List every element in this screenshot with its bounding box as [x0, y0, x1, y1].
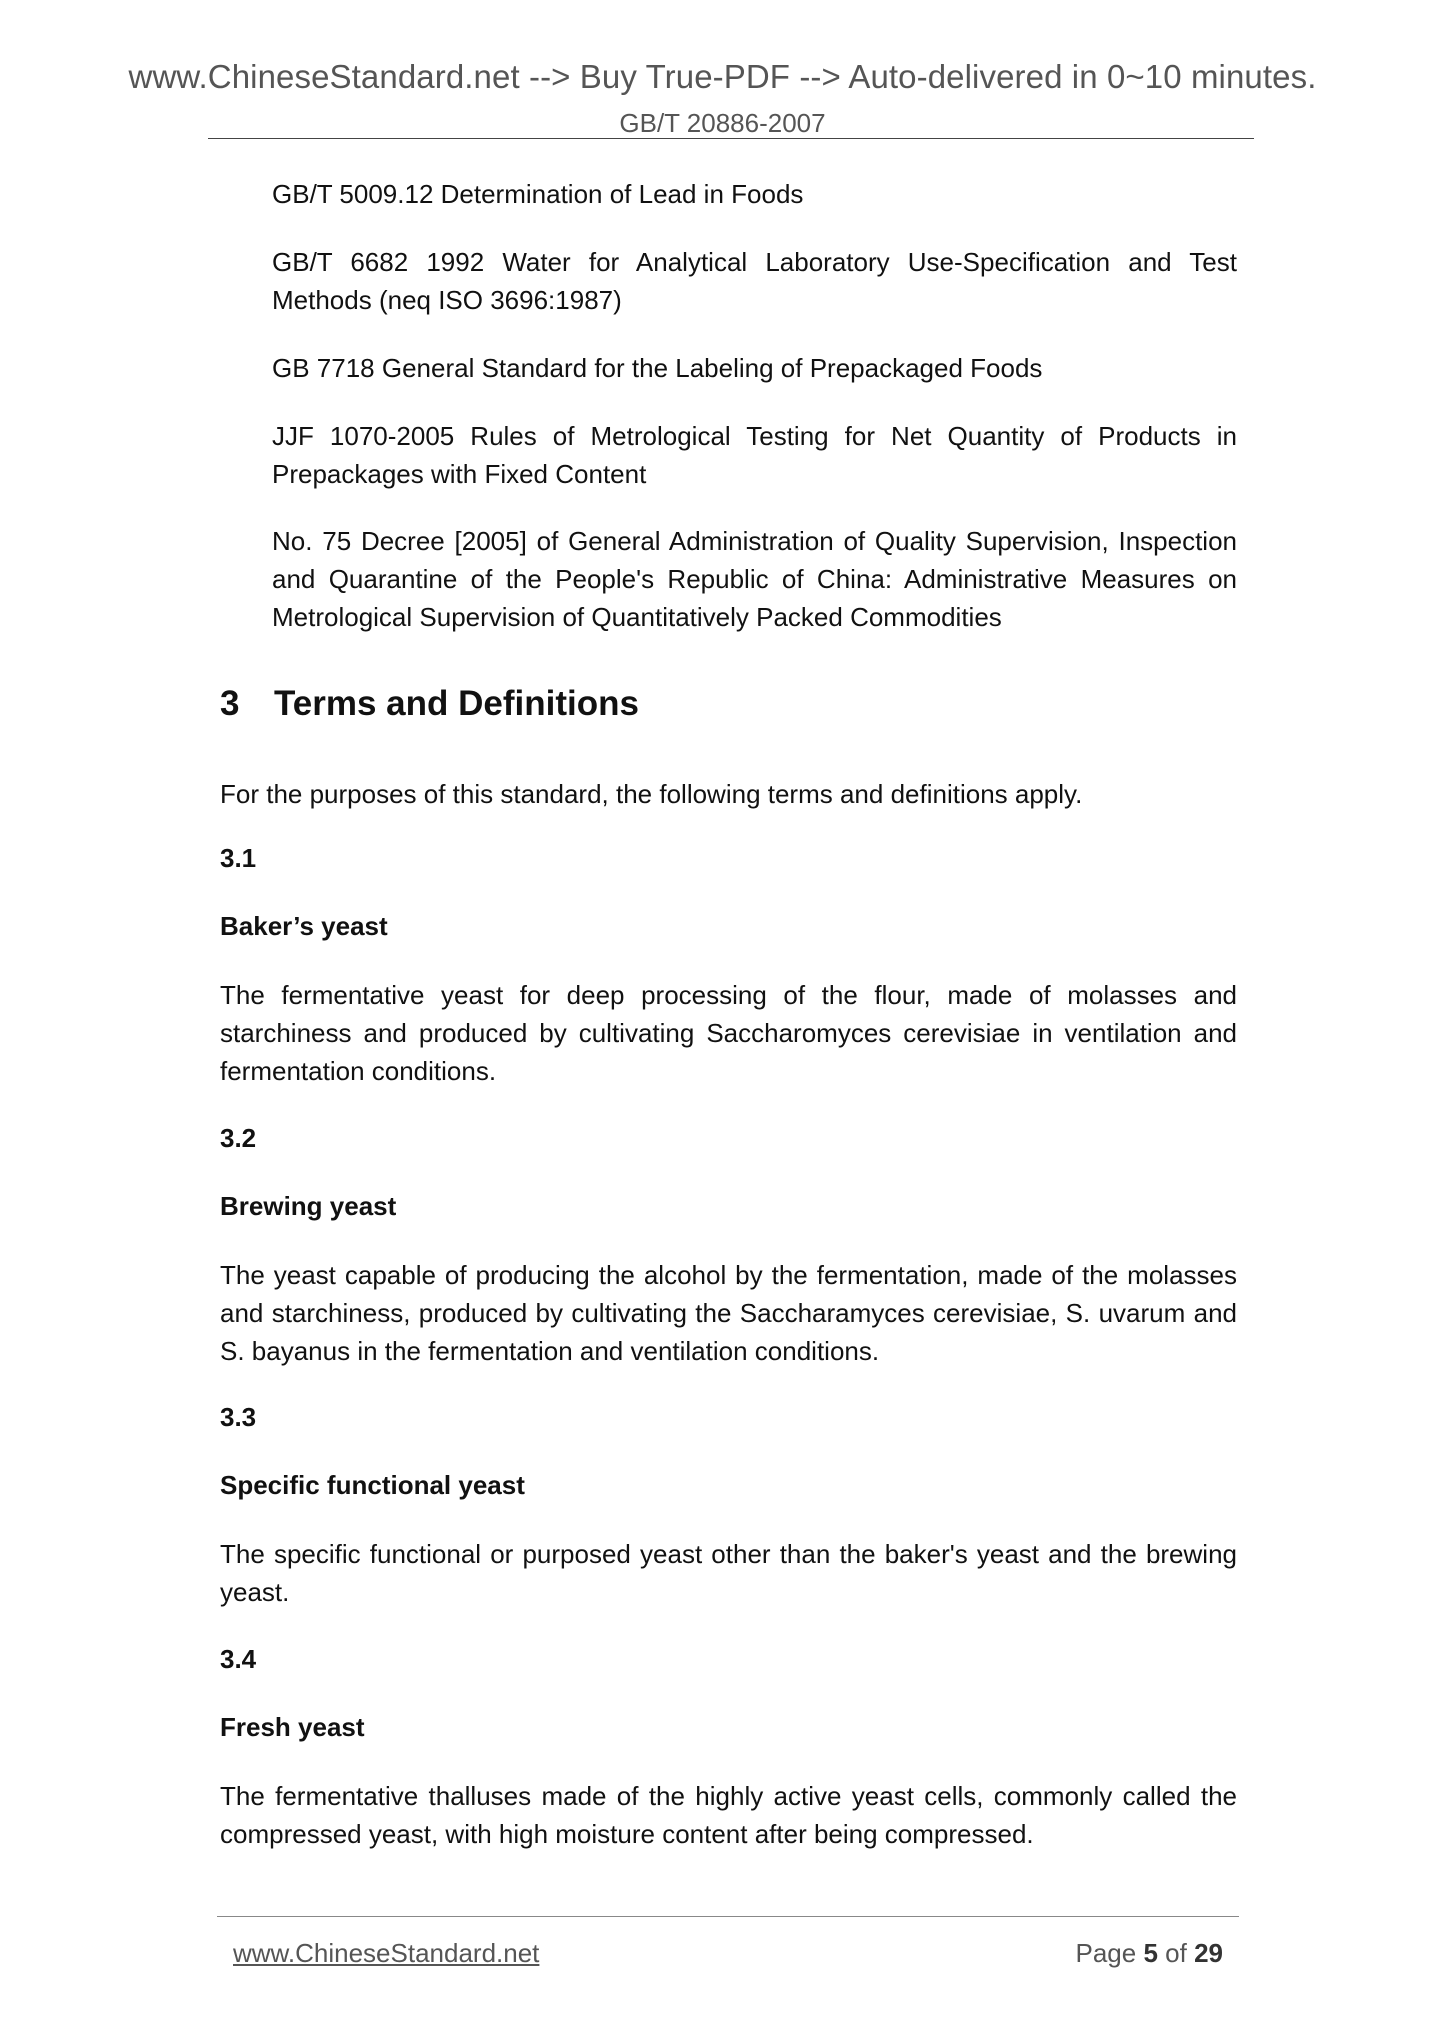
term-name: Fresh yeast [220, 1712, 365, 1742]
term-name: Specific functional yeast [220, 1470, 525, 1500]
page-total: 29 [1194, 1938, 1223, 1968]
term-definition: The yeast capable of producing the alcohol by the fermentation, made of the molasses and starchiness, produced by cultivating the Saccharamyces cerevisiae, S. uvarum and S. bayanus in the fermentation and ventilation conditions. [220, 1260, 1237, 1366]
reference-item: JJF 1070-2005 Rules of Metrological Testing for Net Quantity of Products in Prepackages with Fixed Content [272, 421, 1237, 489]
reference-item: GB/T 5009.12 Determination of Lead in Foods [272, 179, 804, 209]
page-of: of [1165, 1938, 1187, 1968]
page-indicator [1075, 1938, 1223, 1969]
footer-divider [217, 1916, 1239, 1917]
term-name: Baker’s yeast [220, 911, 388, 941]
page-prefix: Page [1075, 1938, 1137, 1968]
section-number: 3 [220, 684, 240, 723]
term-definition: The fermentative yeast for deep processing of the flour, made of molasses and starchiness and produced by cultivating Saccharomyces cerevisiae in ventilation and fermentation conditions. [220, 980, 1237, 1086]
term-definition: The fermentative thalluses made of the highly active yeast cells, commonly called the compressed yeast, with high moisture content after being compressed. [220, 1781, 1237, 1849]
page-current: 5 [1143, 1938, 1158, 1968]
term-definition: The specific functional or purposed yeast other than the baker's yeast and the brewing yeast. [220, 1539, 1237, 1607]
section-intro: For the purposes of this standard, the following terms and definitions apply. [220, 779, 1083, 809]
term-number: 3.3 [220, 1402, 257, 1432]
section-heading [220, 684, 639, 724]
header-divider [208, 138, 1254, 139]
standard-code: GB/T 20886-2007 [619, 108, 826, 138]
header-banner: www.ChineseStandard.net --> Buy True-PDF --> Auto-delivered in 0~10 minutes. [128, 58, 1317, 95]
section-title: Terms and Definitions [274, 684, 639, 723]
reference-item: GB 7718 General Standard for the Labeling of Prepackaged Foods [272, 353, 1043, 383]
term-number: 3.4 [220, 1644, 257, 1674]
reference-item: No. 75 Decree [2005] of General Administration of Quality Supervision, Inspection and Quarantine of the People's Republic of China: Administrative Measures on Metrological Supervision of Quantitatively Packed Commodities [272, 526, 1237, 632]
reference-item: GB/T 6682 1992 Water for Analytical Laboratory Use-Specification and Test Methods (neq ISO 3696:1987) [272, 247, 1237, 315]
term-number: 3.2 [220, 1123, 257, 1153]
term-number: 3.1 [220, 843, 257, 873]
term-name: Brewing yeast [220, 1191, 397, 1221]
footer-site-link[interactable]: www.ChineseStandard.net [233, 1938, 540, 1968]
